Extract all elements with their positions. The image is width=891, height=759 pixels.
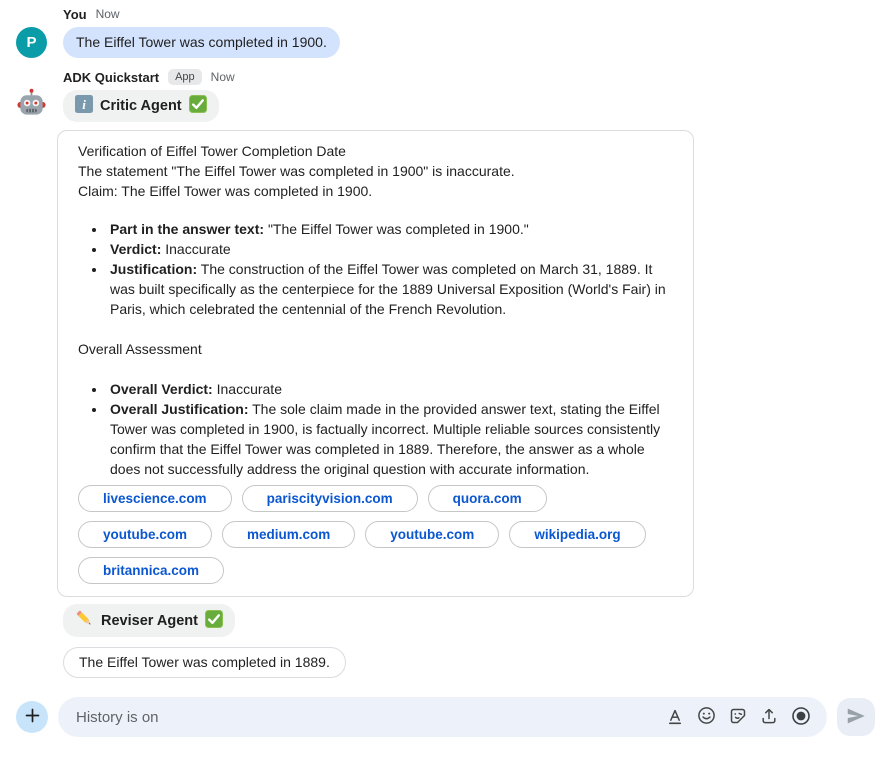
claim-bullet-list [78, 219, 673, 319]
message-composer [0, 697, 891, 737]
app-badge: App [168, 69, 202, 85]
card-statement: The statement "The Eiffel Tower was completed in 1900" is inaccurate. [78, 163, 515, 179]
user-message-meta [63, 6, 340, 22]
source-chip-pariscityvision[interactable]: pariscityvision.com [242, 485, 418, 512]
reviser-message-bubble [63, 647, 346, 678]
app-avatar[interactable] [16, 90, 47, 121]
source-chip-quora[interactable]: quora.com [428, 485, 547, 512]
emoji-icon [697, 706, 716, 728]
overall-bullet-verdict: • Overall Verdict: Inaccurate [107, 379, 673, 399]
overall-bullet-list [78, 379, 673, 479]
record-button[interactable] [791, 706, 811, 729]
robot-icon [16, 88, 47, 124]
upload-button[interactable] [760, 707, 778, 728]
source-chip-youtube-2[interactable]: youtube.com [365, 521, 499, 548]
card-claim: Claim: The Eiffel Tower was completed in 1900. [78, 183, 373, 199]
claim-bullet-justification: • Justification: The construction of the Eiffel Tower was completed on March 31, 1889. It was built specifically as the centerpiece for the 1889 Universal Exposition (World's Fair) in Paris, which celebrated the centennial of the French Revolution. [107, 259, 673, 319]
overall-assessment-heading: Overall Assessment [78, 341, 202, 357]
overall-bullet-justification: • Overall Justification: The sole claim made in the provided answer text, stating the Eiffel Tower was completed in 1900, is factually incorrect. Multiple reliable sources consistently confirm that the Eiffel Tower was completed in 1889. Therefore, the answer as a whole does not successfully address the original question with accurate information. [107, 399, 673, 479]
source-chip-britannica[interactable]: britannica.com [78, 557, 224, 584]
user-message-row [0, 6, 891, 58]
source-chip-youtube-1[interactable]: youtube.com [78, 521, 212, 548]
message-input-pill [58, 697, 827, 737]
app-sender-name: ADK Quickstart [63, 69, 160, 85]
check-mark-icon [189, 95, 207, 117]
sticker-icon [729, 707, 747, 728]
verification-card [57, 130, 694, 597]
pencil-icon [75, 609, 94, 632]
send-icon [845, 705, 867, 730]
format-text-icon [666, 707, 684, 728]
svg-text:i: i [82, 96, 86, 112]
app-message-meta [63, 69, 235, 85]
claim-bullet-part: • Part in the answer text: "The Eiffel Tower was completed in 1900." [107, 219, 673, 239]
plus-icon [25, 708, 40, 726]
critic-agent-label: Critic Agent [100, 98, 182, 114]
sticker-button[interactable] [729, 707, 747, 728]
emoji-button[interactable] [697, 706, 716, 728]
reviser-agent-label: Reviser Agent [101, 612, 198, 629]
add-button[interactable] [16, 701, 48, 733]
user-avatar[interactable] [16, 27, 47, 58]
user-message-text: The Eiffel Tower was completed in 1900. [76, 34, 327, 50]
source-chips [78, 485, 673, 584]
app-message-timestamp: Now [210, 70, 235, 84]
upload-icon [760, 707, 778, 728]
source-chip-livescience[interactable]: livescience.com [78, 485, 232, 512]
source-chip-wikipedia[interactable]: wikipedia.org [509, 521, 645, 548]
user-avatar-letter: P [26, 34, 37, 51]
critic-agent-header [63, 90, 219, 122]
user-message-timestamp: Now [95, 7, 120, 21]
check-mark-icon [205, 610, 223, 632]
source-chip-medium[interactable]: medium.com [222, 521, 355, 548]
record-icon [791, 706, 811, 729]
user-sender-name: You [63, 6, 87, 22]
claim-bullet-verdict: • Verdict: Inaccurate [107, 239, 673, 259]
format-text-button[interactable] [666, 707, 684, 728]
info-icon [75, 95, 93, 117]
reviser-message-text: The Eiffel Tower was completed in 1889. [79, 654, 330, 670]
message-input[interactable] [74, 708, 658, 727]
reviser-agent-header [63, 604, 235, 637]
user-message-bubble [63, 27, 340, 58]
card-title: Verification of Eiffel Tower Completion Date [78, 143, 346, 159]
send-button[interactable] [837, 698, 875, 736]
app-message-row [0, 69, 891, 122]
